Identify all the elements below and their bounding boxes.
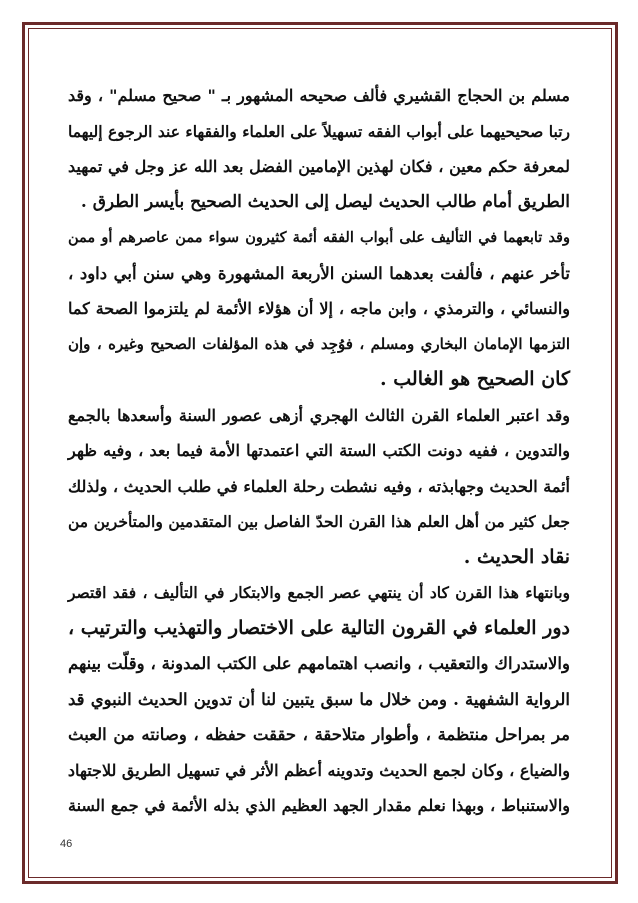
text-line: جعل كثير من أهل العلم هذا القرن الحدّ الفاصل بين المتقدمين والمتأخرين من: [68, 512, 570, 531]
text-line: مسلم بن الحجاج القشيري فألف صحيحه المشهور بـ " صحيح مسلم" ، وقد: [68, 86, 570, 105]
paragraph-1: [68, 78, 570, 220]
paragraph-3: [68, 398, 570, 576]
text-line: أئمة الحديث وجهابذته ، وفيه نشطت رحلة العلماء في طلب الحديث ، ولذلك: [68, 476, 570, 496]
text-line: وقد تابعهما في التأليف على أبواب الفقه أئمة كثيرون سواء ممن عاصرهم أو ممن: [68, 229, 570, 246]
text-line: مر بمراحل منتظمة ، وأطوار متلاحقة ، حققت حفظه ، وصانته من العبث: [68, 725, 570, 744]
text-line: رتبا صحيحيهما على أبواب الفقه تسهيلاً على العلماء والفقهاء عند الرجوع إليهما: [68, 121, 570, 141]
text-line: التزمها الإمامان البخاري ومسلم ، فوُجِد في هذه المؤلفات الصحيح وغيره ، وإن: [68, 334, 570, 353]
text-line: الرواية الشفهية . ومن خلال ما سبق يتبين لنا أن تدوين الحديث النبوي قد: [68, 689, 570, 709]
text-line: والاستدراك والتعقيب ، وانصب اهتمامهم على الكتب المدونة ، وقلّت بينهم: [68, 654, 570, 673]
text-line: تأخر عنهم ، فألفت بعدهما السنن الأربعة المشهورة وهي سنن أبي داود ،: [68, 263, 570, 283]
text-line: والضياع ، وكان لجمع الحديث وتدوينه أعظم الأثر في تسهيل الطريق للاجتهاد: [67, 760, 570, 780]
text-line: وقد اعتبر العلماء القرن الثالث الهجري أزهى عصور السنة وأسعدها بالجمع: [68, 405, 570, 425]
text-line: الطريق أمام طالب الحديث ليصل إلى الحديث الصحيح بأيسر الطرق .: [80, 191, 570, 212]
text-line: نقاد الحديث .: [463, 545, 570, 568]
paragraph-4: [68, 575, 570, 824]
page-body: [68, 78, 570, 824]
text-line: كان الصحيح هو الغالب .: [380, 368, 570, 390]
text-line: دور العلماء في القرون التالية على الاختصار والتهذيب والترتيب ،: [68, 616, 570, 639]
text-line: والتدوين ، ففيه دونت الكتب الستة التي اعتمدتها الأمة فيما بعد ، وفيه ظهر: [68, 441, 570, 460]
page-number: 46: [60, 838, 73, 850]
text-line: والاستنباط ، وبهذا نعلم مقدار الجهد العظيم الذي بذله الأئمة في جمع السنة: [68, 796, 570, 815]
text-line: لمعرفة حكم معين ، فكان لهذين الإمامين الفضل بعد الله عز وجل في تمهيد: [68, 157, 570, 176]
text-line: وبانتهاء هذا القرن كاد أن ينتهي عصر الجمع والابتكار في التأليف ، فقد اقتصر: [68, 583, 570, 602]
text-line: والنسائي ، والترمذي ، وابن ماجه ، إلا أن هؤلاء الأئمة لم يلتزموا الصحة كما: [68, 299, 570, 318]
paragraph-2: [68, 220, 570, 398]
